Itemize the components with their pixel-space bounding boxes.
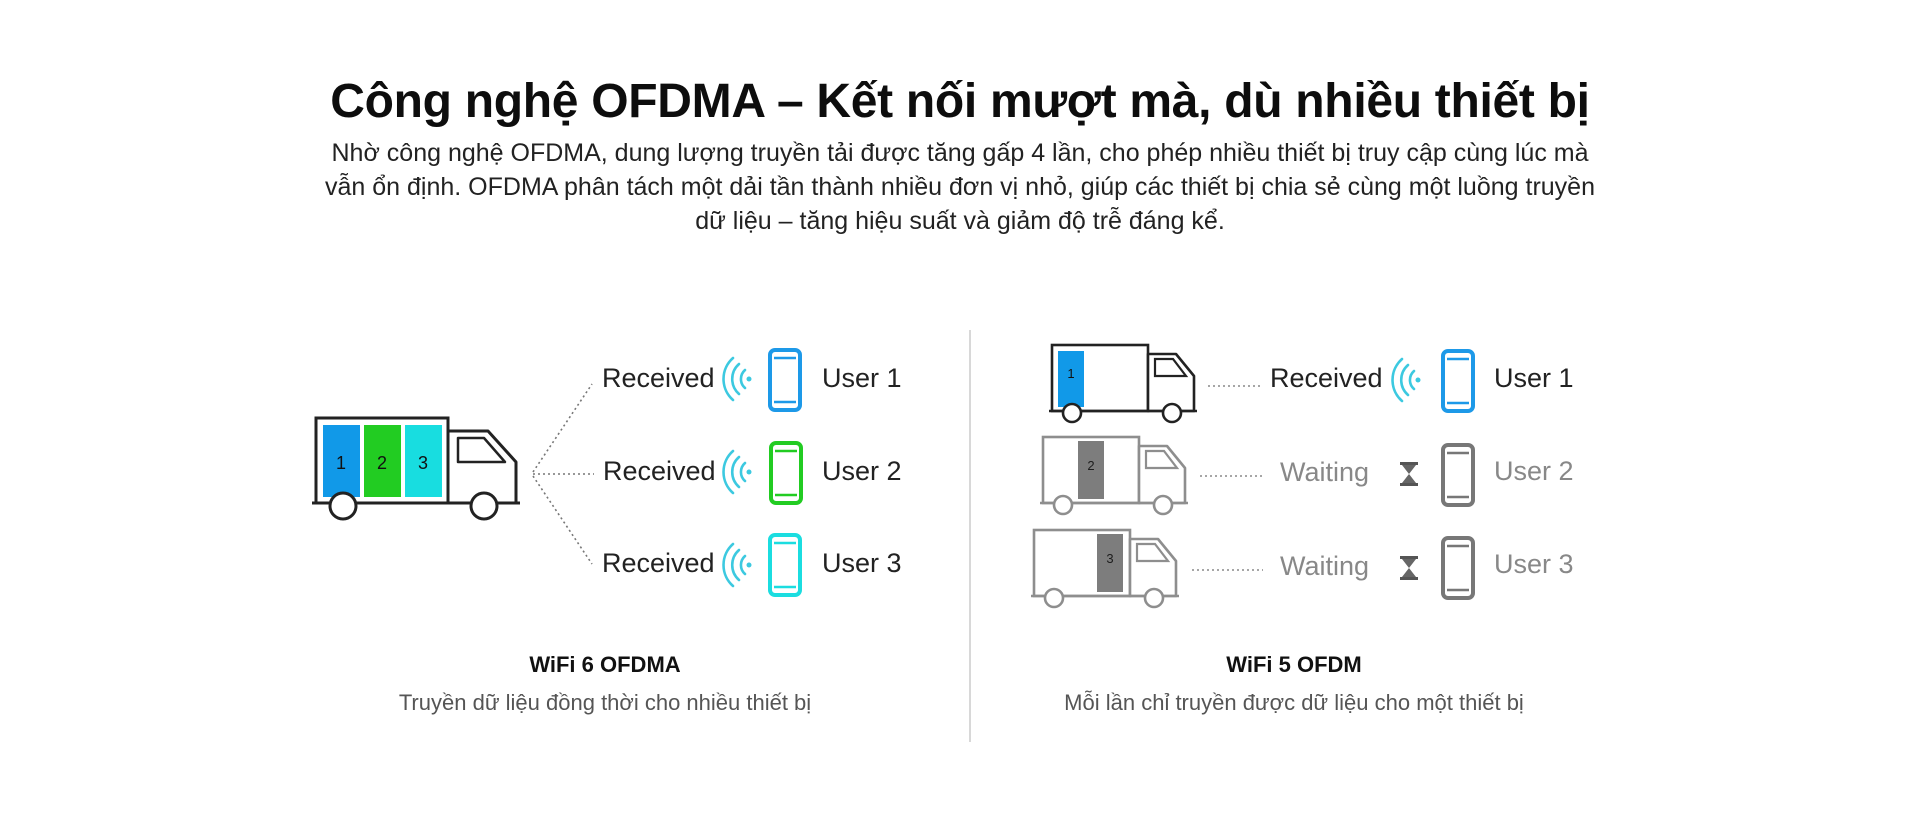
wifi-signal-icon: [1393, 359, 1421, 401]
wifi5-row-3: [1280, 538, 1574, 598]
wifi5-row-2: [1280, 445, 1574, 505]
description-line: dữ liệu – tăng hiệu suất và giảm độ trễ đáng kể.: [695, 207, 1225, 235]
wifi6-row-2: [603, 443, 902, 503]
phone-icon: [770, 535, 800, 595]
status-label: Waiting: [1280, 551, 1370, 581]
phone-icon: [770, 350, 800, 410]
truck-slot-label: 1: [335, 453, 347, 473]
truck-icon: [1049, 345, 1197, 422]
truck-icon: [1040, 437, 1188, 514]
truck-icon: [312, 418, 520, 519]
phone-icon: [1443, 351, 1473, 411]
status-label: Waiting: [1280, 457, 1370, 487]
wifi6-row-1: [602, 350, 902, 410]
truck-icon: [1031, 530, 1179, 607]
status-label: Received: [603, 456, 716, 486]
wifi5-caption-title: WiFi 5 OFDM: [1226, 652, 1362, 677]
wifi6-panel: [312, 350, 902, 715]
connector-lines: [1192, 386, 1263, 570]
user-label: User 3: [822, 548, 902, 578]
user-label: User 2: [1494, 456, 1574, 486]
phone-icon: [771, 443, 801, 503]
wifi6-caption-subtitle: Truyền dữ liệu đồng thời cho nhiều thiết bị: [398, 690, 812, 715]
connector-lines: [533, 384, 594, 564]
phone-icon: [1443, 445, 1473, 505]
wifi5-caption-subtitle: Mỗi lần chỉ truyền được dữ liệu cho một thiết bị: [1064, 690, 1524, 715]
status-label: Received: [602, 548, 715, 578]
truck-slot-label: 3: [417, 453, 429, 473]
description-line: Nhờ công nghệ OFDMA, dung lượng truyền tải được tăng gấp 4 lần, cho phép nhiều thiết bị truy cập cùng lúc mà: [331, 139, 1589, 167]
hourglass-icon: [1400, 462, 1418, 486]
status-label: Received: [602, 363, 715, 393]
truck-slot-label: 2: [1087, 458, 1095, 473]
wifi6-caption-title: WiFi 6 OFDMA: [529, 652, 681, 677]
hourglass-icon: [1400, 556, 1418, 580]
wifi-signal-icon: [724, 451, 752, 493]
truck-slot-label: 3: [1106, 551, 1114, 566]
description-line: vẫn ổn định. OFDMA phân tách một dải tần thành nhiều đơn vị nhỏ, giúp các thiết bị chia sẻ cùng một luồng truyền: [325, 173, 1595, 201]
user-label: User 1: [1494, 363, 1574, 393]
user-label: User 3: [1494, 549, 1574, 579]
phone-icon: [1443, 538, 1473, 598]
truck-slot-label: 2: [376, 453, 388, 473]
wifi-signal-icon: [724, 358, 752, 400]
wifi6-row-3: [602, 535, 902, 595]
status-label: Received: [1270, 363, 1383, 393]
user-label: User 2: [822, 456, 902, 486]
wifi5-panel: [1031, 345, 1574, 715]
user-label: User 1: [822, 363, 902, 393]
wifi5-row-1: [1270, 351, 1574, 411]
page-title: Công nghệ OFDMA – Kết nối mượt mà, dù nhiều thiết bị: [330, 75, 1590, 128]
truck-slot-label: 1: [1067, 366, 1075, 381]
wifi-signal-icon: [724, 544, 752, 586]
